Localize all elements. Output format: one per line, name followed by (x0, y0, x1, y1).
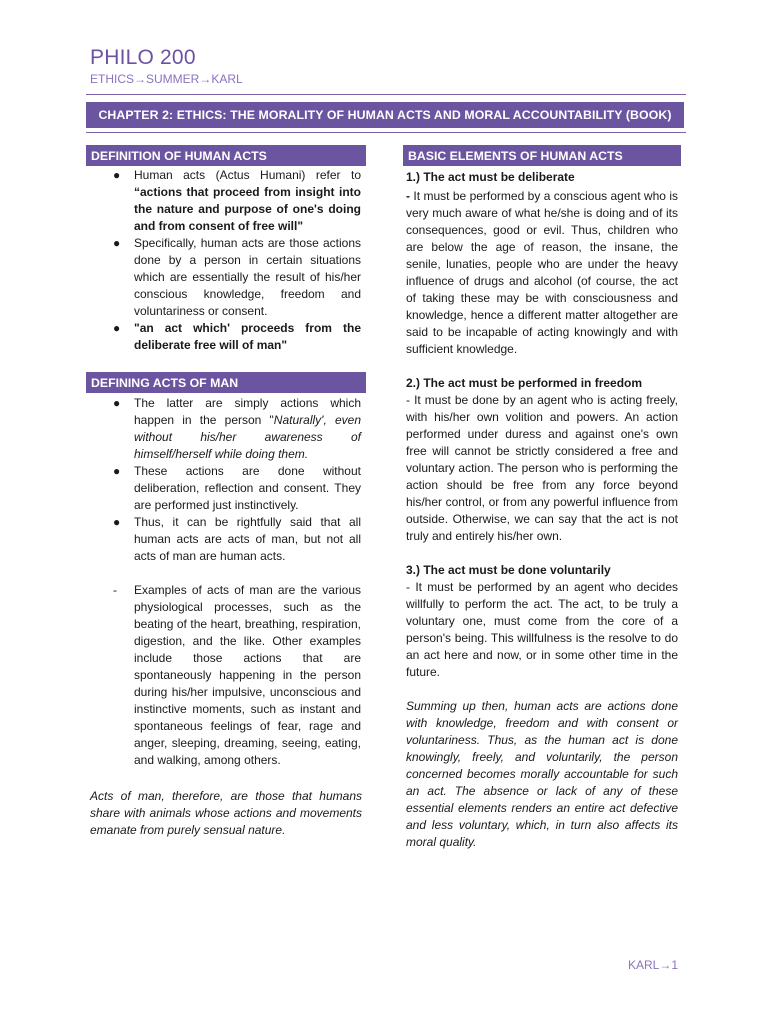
element-1-body: It must be performed by a conscious agent who is very much aware of what he/she is doing and of its consequences, good or evil. Thus, children who are below the age of reason, the insane, the senile, lunaties, people who are under the heavy influence of drugs and alcohol (of course, the act of taking these may be with consciousness and knowledge, hence a different matter altogether are said to be incapable of acting knowingly and with sufficient knowledge. (406, 189, 678, 356)
document-title: PHILO 200 (90, 46, 196, 69)
element-1-text (406, 188, 678, 358)
examples-paragraph (86, 582, 361, 769)
section-basic-elements: BASIC ELEMENTS OF HUMAN ACTS (403, 145, 681, 166)
bullet-text: Human acts (Actus Humani) refer to (134, 168, 361, 182)
dash-marker: - (113, 583, 117, 597)
element-2-text: - It must be done by an agent who is acting freely, with his/her own volition and powers. An action performed under duress and against one's own free will cannot be strictly considered a free and voluntary action. The person who is performing the action should be free from any force beyond his/her control, or from any powerful influence from outside. Otherwise, we can say that the act is not truly and entirely his/her own. (406, 393, 678, 543)
bullet-icon: ● (113, 515, 121, 529)
bullet-text-italic: Naturally', even without his/her awareness of himself/herself while doing them. (134, 413, 361, 461)
definition-human-acts-content (86, 167, 361, 354)
acts-of-man-conclusion: Acts of man, therefore, are those that humans share with animals whose actions and movements emanate from purely sensual nature. (90, 789, 362, 837)
bullet-icon: ● (113, 464, 121, 478)
element-2-heading: 2.) The act must be performed in freedom (406, 376, 643, 390)
basic-elements-content (406, 169, 678, 851)
page-footer: KARL→1 (627, 958, 678, 972)
list-item (86, 514, 361, 565)
list-item (86, 167, 361, 235)
section-definition-human-acts: DEFINITION OF HUMAN ACTS (86, 145, 366, 166)
bullet-icon: ● (113, 321, 121, 335)
chapter-heading: CHAPTER 2: ETHICS: THE MORALITY OF HUMAN ACTS AND MORAL ACCOUNTABILITY (BOOK) (86, 102, 684, 128)
list-item (86, 320, 361, 354)
bullet-text: Thus, it can be rightfully said that all human acts are acts of man, but not all acts of man are human acts. (134, 515, 361, 563)
document-subtitle: ETHICS→SUMMER→KARL (90, 72, 243, 86)
summary-paragraph: Summing up then, human acts are actions done with knowledge, freedom and with consent or voluntariness. Thus, as the human act is done knowingly, freely, and voluntarily, the person concerned becomes morally accountable for such an act. The absence or lack of any of these essential elements renders an entire act defective and less voluntary, which, in turn also affects its moral quality. (406, 699, 678, 849)
element-3-text: - It must be performed by an agent who decides willfully to perform the act. The act, to be truly a voluntary one, must come from the core of a person's being. This willfulness is the resolve to do an act here and now, or in some other time in the future. (406, 580, 678, 679)
element-3-heading: 3.) The act must be done voluntarily (406, 563, 611, 577)
header-divider (86, 94, 686, 95)
bullet-text-bold: “actions that proceed from insight into the nature and purpose of one's doing and from consent of free will" (134, 185, 361, 233)
bullet-icon: ● (113, 168, 121, 182)
section-defining-acts-of-man: DEFINING ACTS OF MAN (86, 372, 366, 393)
examples-text: Examples of acts of man are the various physiological processes, such as the beating of the heart, breathing, respiration, digestion, and the like. Other examples include those actions that are spontaneously happening in the person during his/her impulsive, unconscious and instinctive moments, such as instant and spontaneous feelings of fear, rage and anger, sleeping, dreaming, seeing, eating, and walking, among others. (134, 583, 361, 767)
acts-of-man-content (86, 395, 361, 769)
bullet-text-bold: "an act which' proceeds from the deliberate free will of man" (134, 321, 361, 352)
element-1-heading: 1.) The act must be deliberate (406, 170, 575, 184)
bullet-text: The latter are simply actions which happen in the person " (134, 396, 361, 427)
list-item (86, 395, 361, 463)
bullet-text: Specifically, human acts are those actions done by a person in certain situations which are essentially the result of his/her conscious knowledge, freedom and voluntariness or consent. (134, 236, 361, 318)
list-item (86, 463, 361, 514)
bullet-icon: ● (113, 236, 121, 250)
list-item (86, 235, 361, 320)
bullet-icon: ● (113, 396, 121, 410)
bullet-text: These actions are done without deliberation, reflection and consent. They are performed just instinctively. (134, 464, 361, 512)
dash-marker: - (406, 189, 414, 203)
chapter-divider (86, 132, 686, 133)
